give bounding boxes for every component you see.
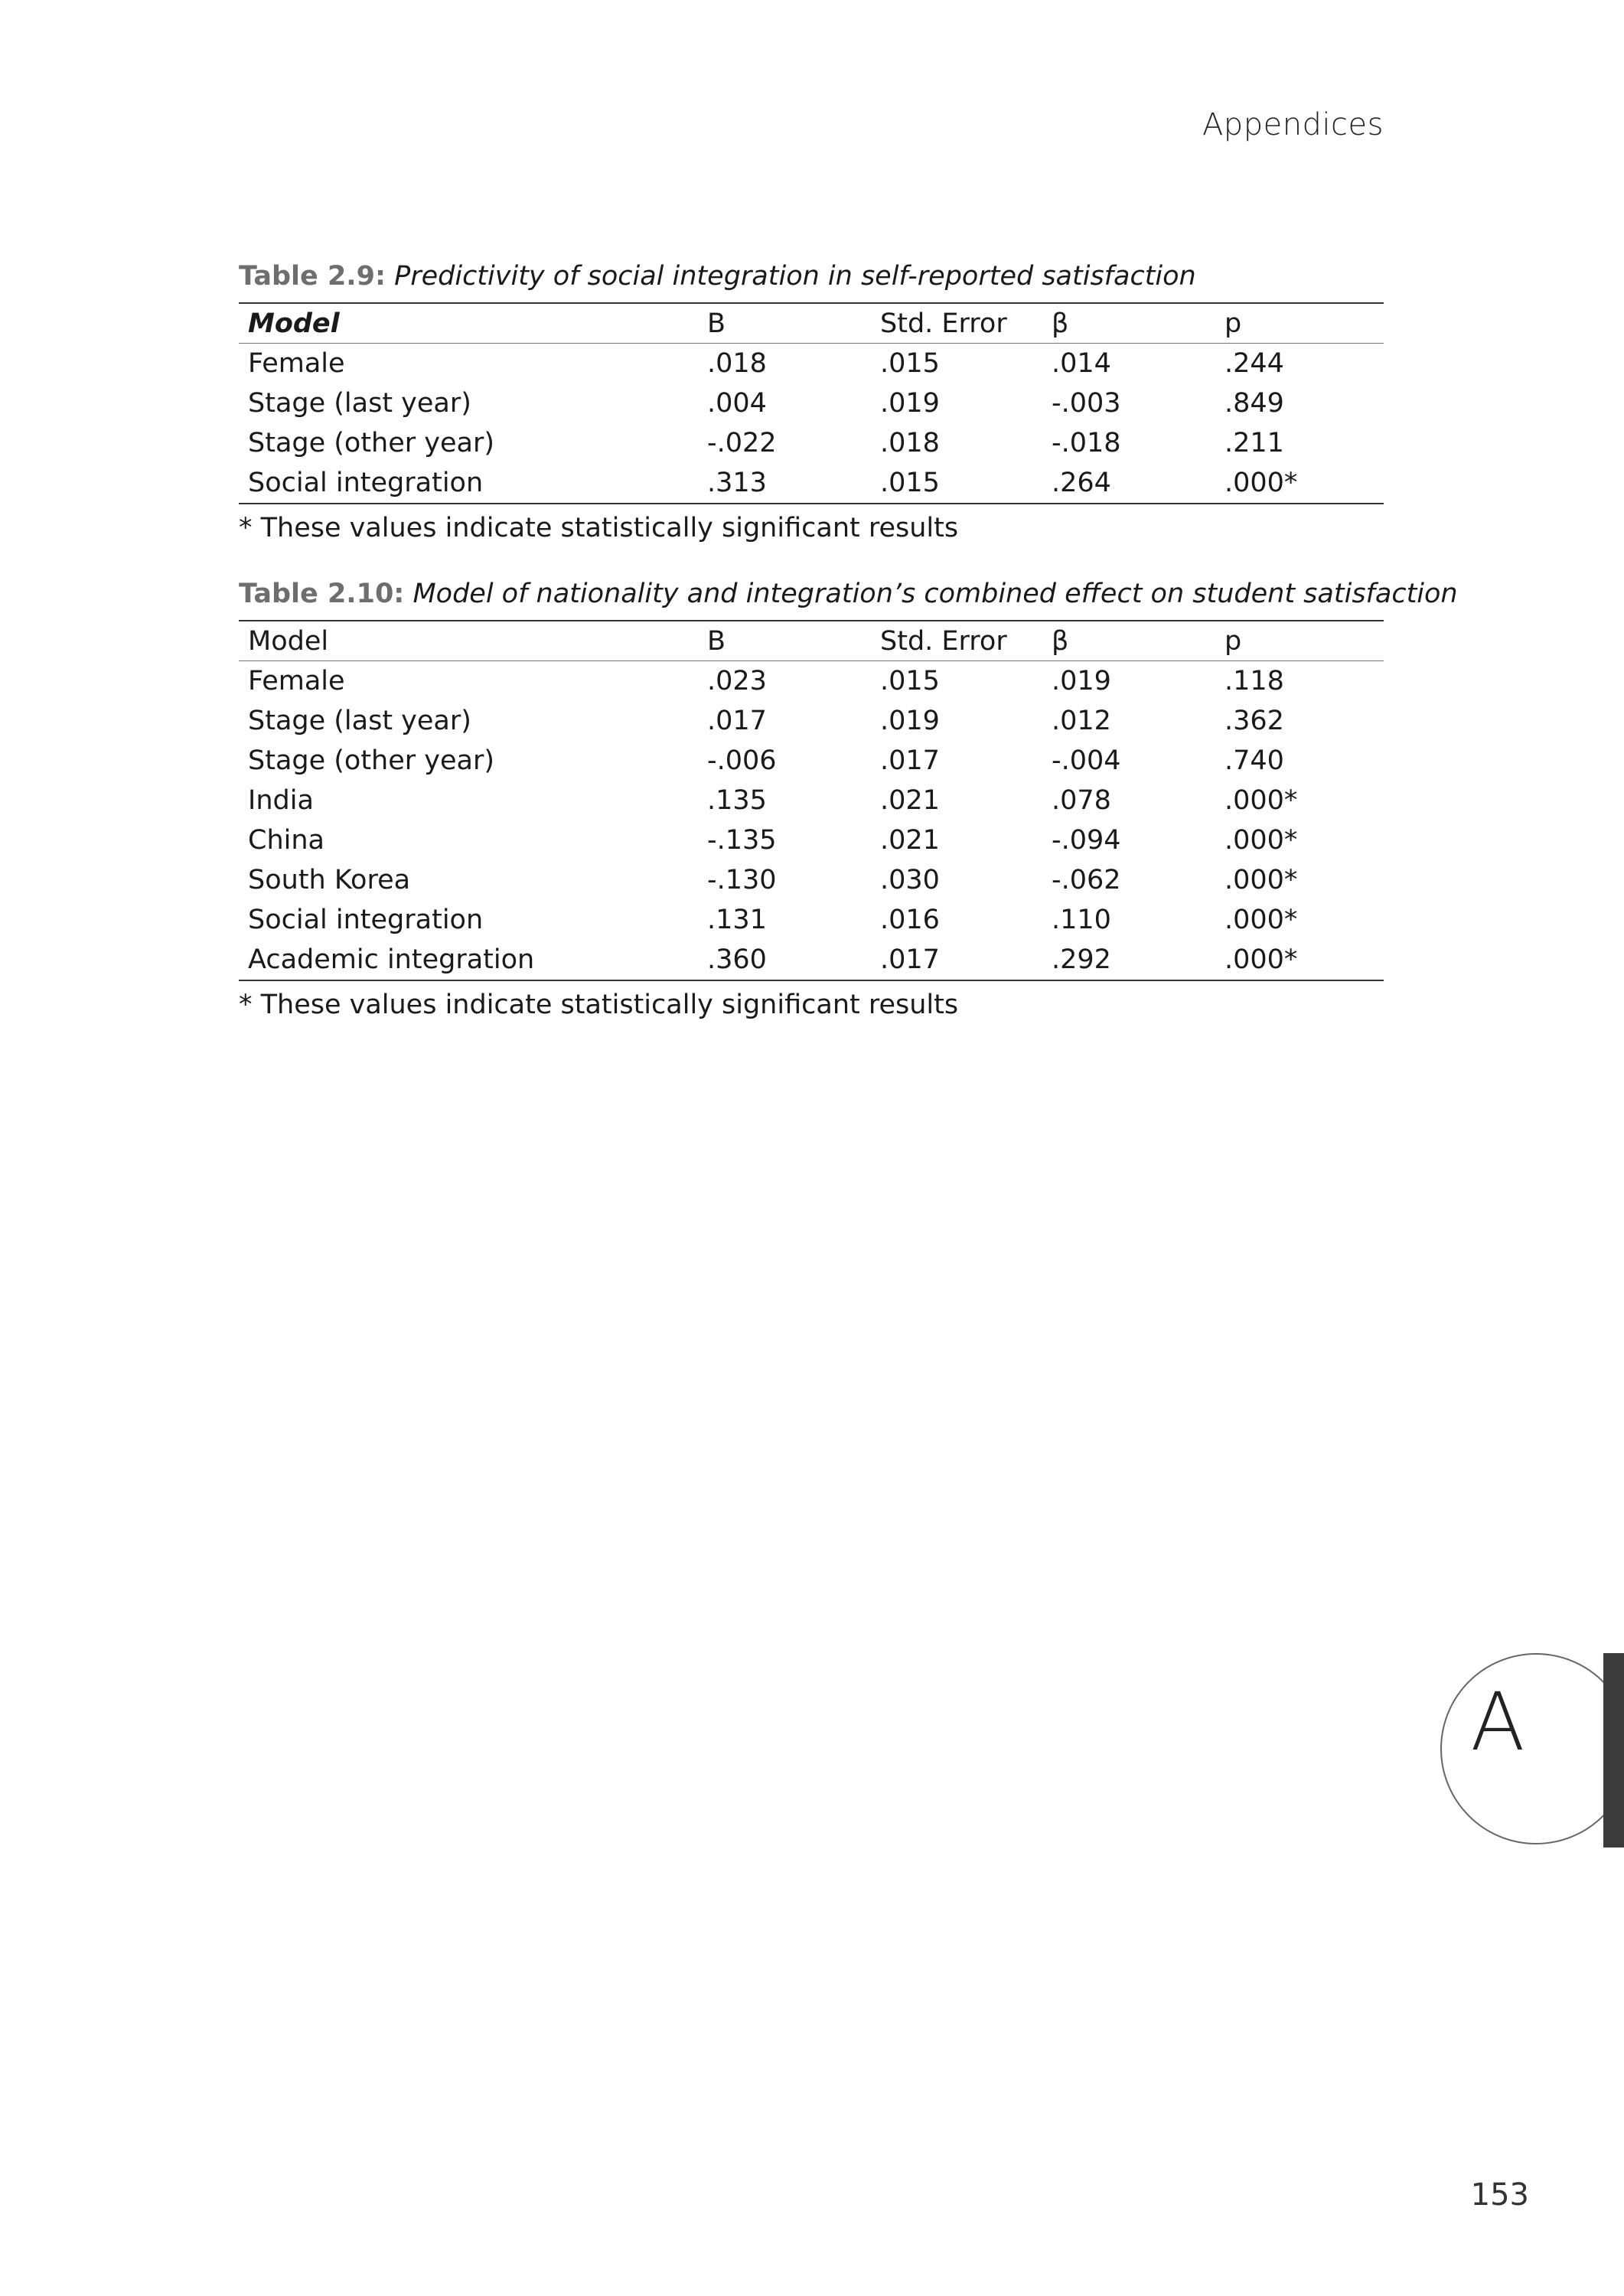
table-cell: .000* [1215, 463, 1384, 504]
table-row [239, 463, 1384, 504]
table-cell: Academic integration [239, 940, 698, 980]
table-2-10-note: * These values indicate statistically significant results [239, 990, 959, 1020]
table-row [239, 423, 1384, 463]
table-cell: -.006 [707, 745, 777, 776]
table-cell: Stage (other year) [248, 428, 495, 458]
table-2-10 [239, 620, 1384, 981]
table-cell: .849 [1225, 388, 1284, 419]
table-cell: .000* [1225, 865, 1298, 895]
table-2-9 [239, 302, 1384, 504]
table-cell: -.022 [707, 428, 777, 458]
table-cell: .000* [1215, 940, 1384, 980]
table-cell: .015 [871, 463, 1042, 504]
page-number: 153 [1470, 2177, 1529, 2213]
table-cell: .021 [880, 785, 940, 816]
table-cell: Stage (last year) [248, 388, 471, 419]
table-2-9-note: * These values indicate statistically significant results [239, 513, 959, 543]
column-header-std-error: Std. Error [871, 303, 1042, 344]
appendix-thumb-tab [1440, 1653, 1624, 1852]
table-cell: Female [248, 348, 345, 379]
column-header-beta: β [1042, 303, 1215, 344]
table-cell: -.135 [707, 825, 777, 856]
table-cell: .019 [880, 388, 940, 419]
table-cell: .244 [1225, 348, 1284, 379]
table-cell: China [248, 825, 324, 856]
thumb-tab-bar [1603, 1653, 1624, 1848]
table-row [239, 900, 1384, 940]
column-header-b: B [698, 621, 871, 661]
table-2-9-label: Table 2.9: [239, 261, 386, 292]
table-2-10-title: Model of nationality and integration’s combined effect on student satisfaction [413, 579, 1458, 609]
table-cell: India [248, 785, 314, 816]
column-header-model: Model [239, 621, 698, 661]
table-cell: -.003 [1052, 388, 1121, 419]
column-header-beta: β [1042, 621, 1215, 661]
table-row [239, 741, 1384, 781]
table-row [239, 661, 1384, 702]
thumb-tab-letter: A [1470, 1675, 1525, 1769]
table-cell: .078 [1052, 785, 1111, 816]
table-cell: .110 [1052, 905, 1111, 935]
table-cell: Stage (last year) [248, 706, 471, 736]
table-cell: .131 [707, 905, 767, 935]
table-cell: .264 [1042, 463, 1215, 504]
table-cell: .017 [707, 706, 767, 736]
table-cell: -.062 [1052, 865, 1121, 895]
table-cell: .000* [1225, 905, 1298, 935]
table-cell: Female [248, 666, 345, 696]
column-header-p: p [1215, 303, 1384, 344]
table-2-10-caption [239, 576, 1458, 612]
table-cell: Social integration [248, 905, 484, 935]
table-cell: .012 [1052, 706, 1111, 736]
column-header-std-error: Std. Error [871, 621, 1042, 661]
table-2-9-caption [239, 258, 1384, 295]
table-cell: .118 [1225, 666, 1284, 696]
table-cell: .014 [1052, 348, 1111, 379]
table-cell: -.094 [1052, 825, 1121, 856]
table-row [239, 781, 1384, 820]
table-cell: .023 [707, 666, 767, 696]
table-cell: .000* [1225, 785, 1298, 816]
table-cell: .004 [707, 388, 767, 419]
table-row [239, 344, 1384, 384]
table-cell: Stage (other year) [248, 745, 495, 776]
table-row [239, 860, 1384, 900]
table-cell: .015 [880, 348, 940, 379]
table-cell: Social integration [239, 463, 698, 504]
table-cell: .740 [1225, 745, 1284, 776]
table-cell: .211 [1225, 428, 1284, 458]
table-cell: .019 [1052, 666, 1111, 696]
table-row [239, 701, 1384, 741]
table-row [239, 383, 1384, 423]
table-2-10-label: Table 2.10: [239, 579, 405, 609]
table-cell: .015 [880, 666, 940, 696]
table-row [239, 820, 1384, 860]
table-cell: .362 [1225, 706, 1284, 736]
table-cell: .017 [880, 745, 940, 776]
table-2-9-title: Predictivity of social integration in self-reported satisfaction [394, 261, 1196, 292]
table-cell: .313 [698, 463, 871, 504]
table-2-10-block [239, 576, 1458, 1024]
column-header-model: Model [239, 303, 698, 344]
table-cell: .018 [707, 348, 767, 379]
table-cell: .016 [880, 905, 940, 935]
table-cell: .360 [698, 940, 871, 980]
table-cell: .021 [880, 825, 940, 856]
table-row [239, 940, 1384, 980]
table-cell: .000* [1225, 825, 1298, 856]
column-header-p: p [1215, 621, 1384, 661]
table-cell: .292 [1042, 940, 1215, 980]
table-cell: .019 [880, 706, 940, 736]
table-header-row [239, 303, 1384, 344]
running-head: Appendices [1202, 107, 1384, 142]
table-cell: -.004 [1052, 745, 1121, 776]
table-2-9-block [239, 258, 1384, 547]
table-cell: .135 [707, 785, 767, 816]
table-cell: .030 [880, 865, 940, 895]
table-header-row [239, 621, 1384, 661]
column-header-b: B [698, 303, 871, 344]
table-cell: -.130 [707, 865, 777, 895]
table-cell: .018 [880, 428, 940, 458]
table-cell: South Korea [248, 865, 411, 895]
table-cell: .017 [871, 940, 1042, 980]
table-cell: -.018 [1052, 428, 1121, 458]
